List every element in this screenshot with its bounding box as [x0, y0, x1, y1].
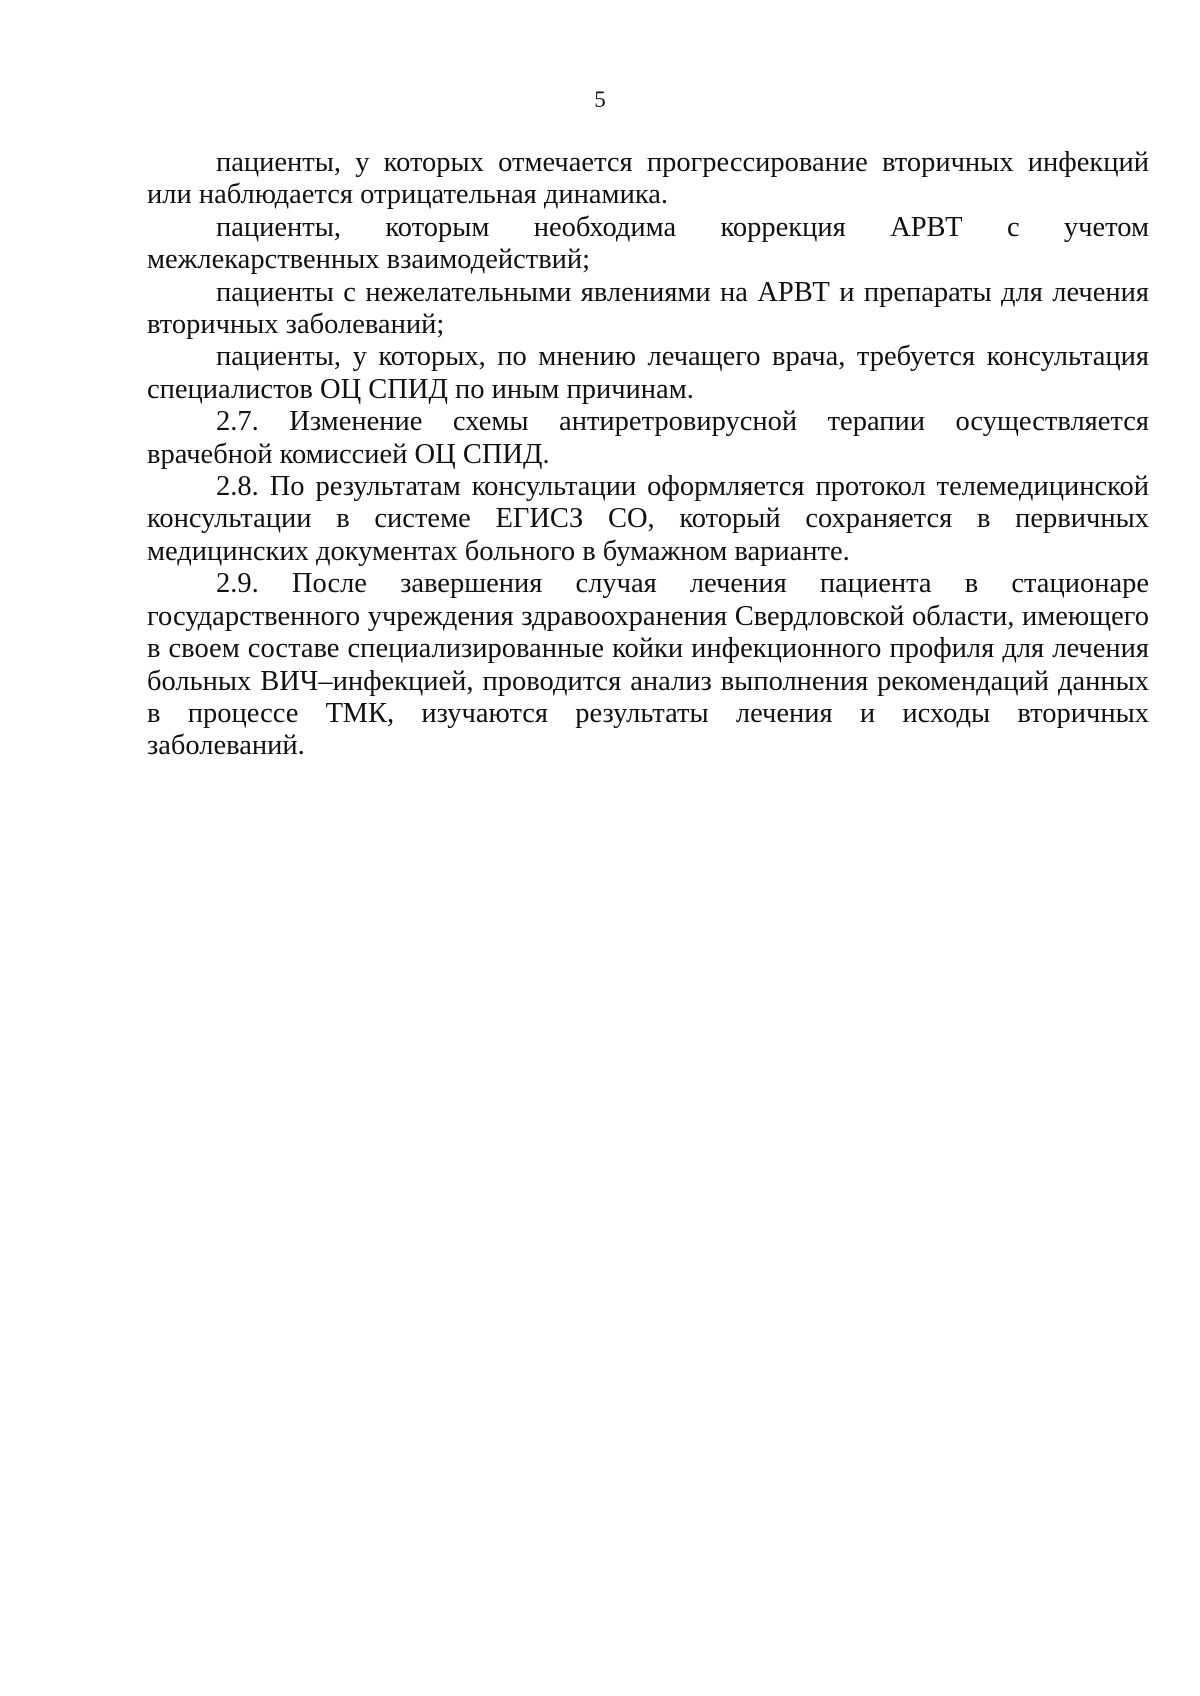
paragraph-patients-adverse-events: пациенты с нежелательными явлениями на АРВТ и препараты для лечения вторичных заболеваний;	[147, 276, 1149, 341]
paragraph-patients-arvt-correction: пациенты, которым необходима коррекция АРВТ с учетом межлекарственных взаимодействий;	[147, 211, 1149, 276]
page-number: 5	[594, 87, 606, 112]
paragraph-patients-other-reasons: пациенты, у которых, по мнению лечащего врача, требуется консультация специалистов ОЦ СПИД по иным причинам.	[147, 341, 1149, 405]
paragraph-2-9: 2.9. После завершения случая лечения пациента в стационаре государственного учреждения здравоохранения Свердловской области, имеющего в своем составе специализированные койки инфекционного профиля для лечения больных ВИЧ–инфекцией, проводится анализ выполнения рекомендаций данных в процессе ТМК, изучаются результаты лечения и исходы вторичных заболеваний.	[147, 568, 1149, 762]
paragraph-patients-progression: пациенты, у которых отмечается прогрессирование вторичных инфекций или наблюдается отрицательная динамика.	[147, 147, 1149, 211]
paragraph-2-8: 2.8. По результатам консультации оформляется протокол телемедицинской консультации в системе ЕГИСЗ СО, который сохраняется в первичных медицинских документах больного в бумажном варианте.	[147, 471, 1149, 567]
document-body	[147, 147, 1149, 763]
paragraph-2-7: 2.7. Изменение схемы антиретровирусной терапии осуществляется врачебной комиссией ОЦ СПИД.	[147, 406, 1149, 470]
